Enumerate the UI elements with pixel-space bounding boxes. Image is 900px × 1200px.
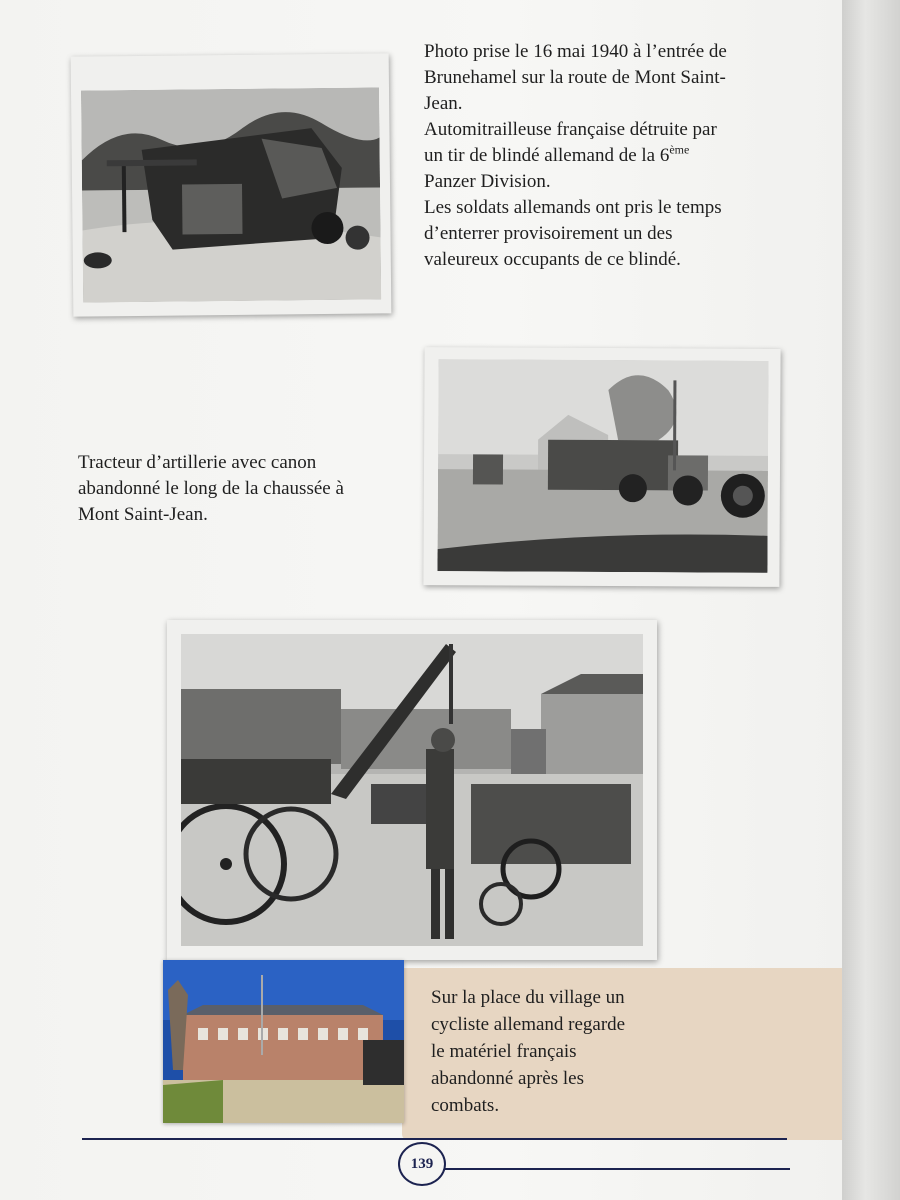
village-square-cyclist-image	[181, 634, 643, 946]
caption-line: Mont Saint-Jean.	[78, 504, 208, 525]
superscript-ordinal: ème	[669, 142, 690, 157]
caption-line: Sur la place du village un	[431, 987, 625, 1008]
caption-line: Automitrailleuse française détruite par	[424, 119, 717, 140]
caption-line: le matériel français	[431, 1041, 577, 1062]
caption-line	[424, 143, 782, 169]
caption-line-text: un tir de blindé allemand de la 6	[424, 145, 670, 166]
caption-line: Panzer Division.	[424, 171, 551, 192]
caption-village-square	[431, 984, 657, 1119]
photo-village-square	[167, 620, 657, 960]
footer-rule-bottom	[430, 1168, 790, 1170]
photo-armored-car	[71, 53, 392, 316]
caption-artillery-tractor	[78, 450, 392, 528]
caption-line: abandonné après les	[431, 1068, 584, 1089]
caption-line: abandonné le long de la chaussée à	[78, 478, 344, 499]
photo-modern-village	[163, 960, 404, 1123]
caption-line: valeureux occupants de ce blindé.	[424, 249, 681, 270]
page-number: 139	[398, 1142, 446, 1186]
footer-rule-top	[82, 1138, 787, 1140]
caption-line: d’enterrer provisoirement un des	[424, 223, 673, 244]
caption-armored-car	[424, 39, 782, 273]
caption-line: cycliste allemand regarde	[431, 1014, 626, 1035]
artillery-tractor-image	[437, 359, 768, 573]
caption-line: Photo prise le 16 mai 1940 à l’entrée de	[424, 41, 727, 62]
page-stack-edge	[842, 0, 900, 1200]
caption-line: Brunehamel sur la route de Mont Saint-	[424, 67, 726, 88]
caption-line: Jean.	[424, 93, 463, 114]
caption-line: Les soldats allemands ont pris le temps	[424, 197, 722, 218]
photo-artillery-tractor	[423, 347, 780, 587]
caption-line: Tracteur d’artillerie avec canon	[78, 452, 317, 473]
modern-village-square-image	[163, 960, 404, 1123]
caption-line: combats.	[431, 1095, 500, 1116]
destroyed-armored-car-image	[81, 87, 381, 302]
